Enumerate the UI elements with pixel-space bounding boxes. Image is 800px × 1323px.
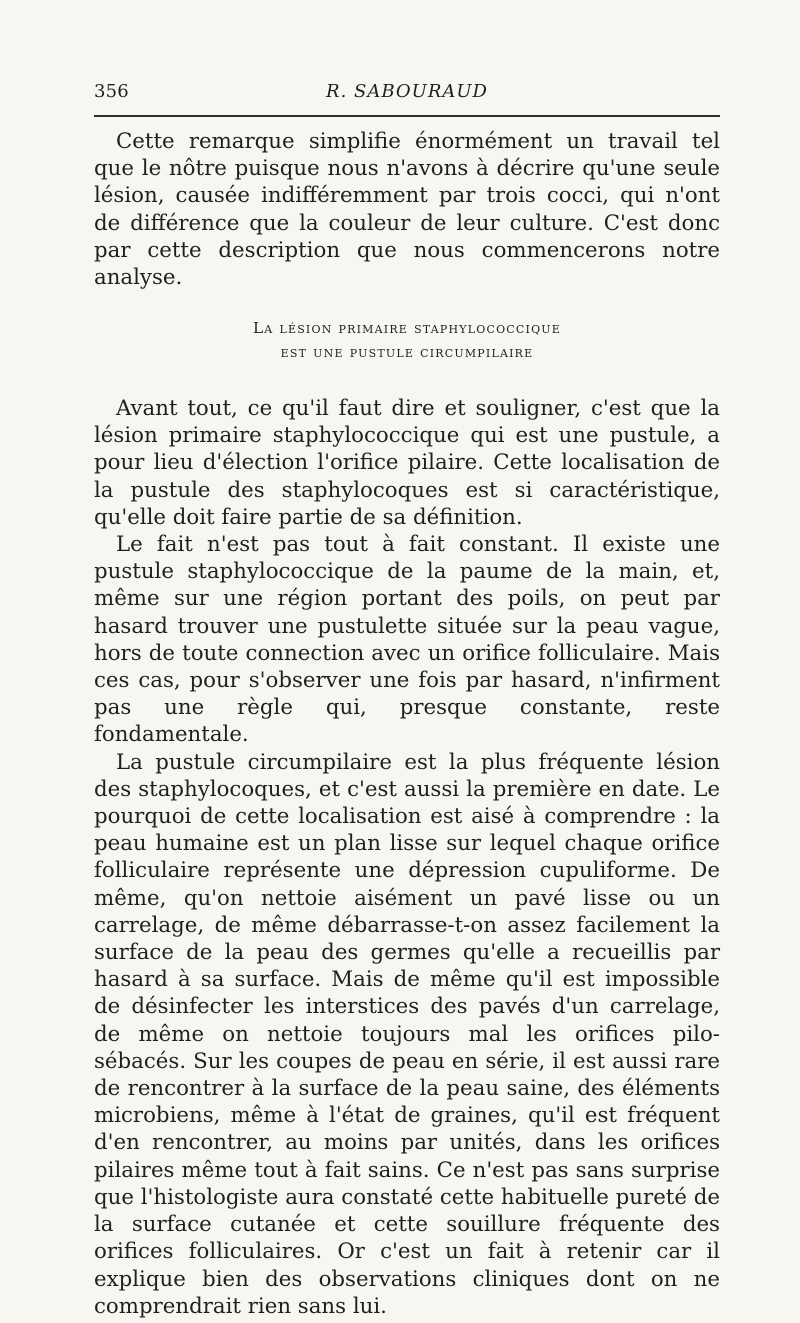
section-heading-line: est une pustule circumpilaire: [280, 343, 534, 361]
section-heading: [94, 316, 720, 364]
paragraph: Avant tout, ce qu'il faut dire et souligner, c'est que la lésion primaire staphylococcique qui est une pustule, a pour lieu d'élection l'orifice pilaire. Cette localisation de la pustule des staphylocoques est si caractéristique, qu'elle doit faire partie de sa définition.: [94, 396, 720, 530]
page-number: 356: [94, 81, 129, 102]
opening-text: [94, 128, 720, 291]
running-head: R. SABOURAUD: [326, 81, 488, 102]
body-text: [94, 395, 720, 1320]
paragraph: Le fait n'est pas tout à fait constant. Il existe une pustule staphylococcique de la paume de la main, et, même sur une région portant des poils, on peut par hasard trouver une pustulette située sur la peau vague, hors de toute connection avec un orifice folliculaire. Mais ces cas, pour s'observer une fois par hasard, n'infirment pas une règle qui, presque constante, reste fondamentale.: [94, 532, 720, 748]
section-heading-line: La lésion primaire staphylococcique: [253, 319, 561, 337]
paragraph: La pustule circumpilaire est la plus fréquente lésion des staphylocoques, et c'est aussi la première en date. Le pourquoi de cette localisation est aisé à comprendre : la peau humaine est un plan lisse sur lequel chaque orifice folliculaire représente une dépression cupuliforme. De même, qu'on nettoie aisément un pavé lisse ou un carrelage, de même débarrasse-t-on assez facilement la surface de la peau des germes qu'elle a recueillis par hasard à sa surface. Mais de même qu'il est impossible de désinfecter les interstices des pavés d'un carrelage, de même on nettoie toujours mal les orifices pilo-sébacés. Sur les coupes de peau en série, il est aussi rare de rencontrer à la surface de la peau saine, des éléments microbiens, même à l'état de graines, qu'il est fréquent d'en rencontrer, au moins par unités, dans les orifices pilaires même tout à fait sains. Ce n'est pas sans surprise que l'histologiste aura constaté cette habituelle pureté de la surface cutanée et cette souillure fréquente des orifices folliculaires. Or c'est un fait à retenir car il explique bien des observations cliniques dont on ne comprendrait rien sans lui.: [94, 749, 720, 1319]
paragraph: Cette remarque simplifie énormément un travail tel que le nôtre puisque nous n'avons à décrire qu'une seule lésion, causée indifféremment par trois cocci, qui n'ont de différence que la couleur de leur culture. C'est donc par cette description que nous commencerons notre analyse.: [94, 129, 720, 291]
page-header: [94, 80, 720, 104]
header-rule: [94, 115, 720, 117]
